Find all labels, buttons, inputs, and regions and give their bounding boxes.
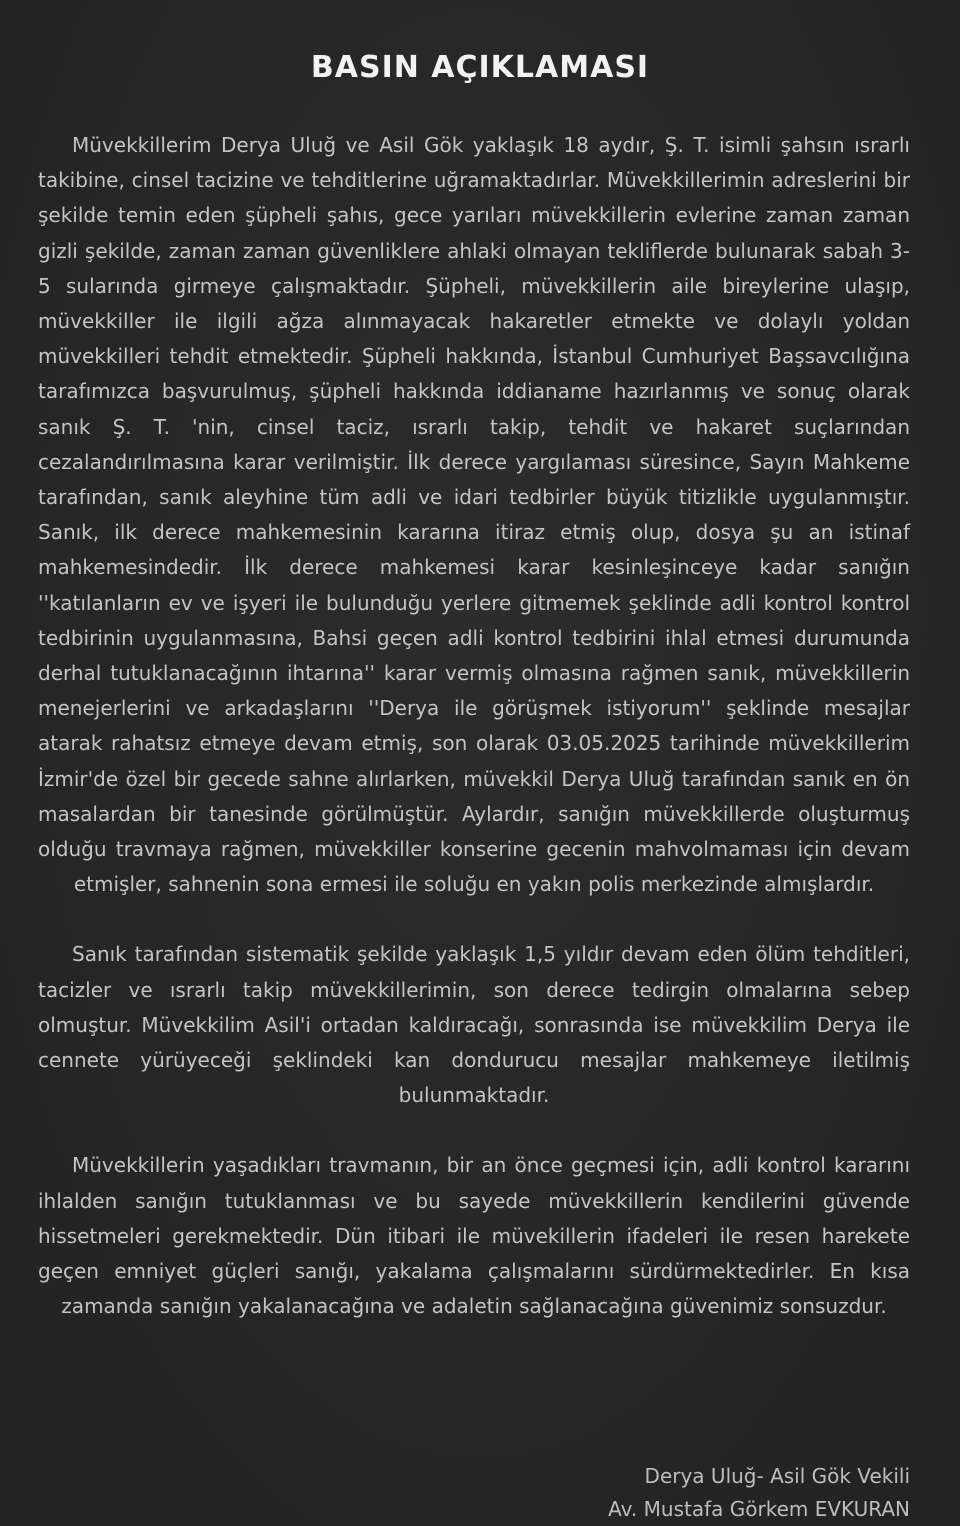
signature-block: [608, 1460, 910, 1526]
signature-line-1: Derya Uluğ- Asil Gök Vekili: [644, 1464, 910, 1488]
document-body: [38, 128, 910, 1325]
signature-line-2: Av. Mustafa Görkem EVKURAN: [608, 1497, 910, 1521]
paragraph-2: Sanık tarafından sistematik şekilde yaklaşık 1,5 yıldır devam eden ölüm tehditleri, tacizler ve ısrarlı takip müvekkillerimin, son derece tedirgin olmalarına sebep olmuştur. Müvekkilim Asil'i ortadan kaldıracağı, sonrasında ise müvekkilim Derya ile cennete yürüyeceği şeklindeki kan dondurucu mesajlar mahkemeye iletilmiş bulunmaktadır.: [38, 942, 910, 1108]
paragraph-3: Müvekkillerin yaşadıkları travmanın, bir an önce geçmesi için, adli kontrol kararını ihlalden sanığın tutuklanması ve bu sayede müvekkillerin kendilerini güvende hissetmeleri gerekmektedir. Dün itibari ile müvekillerin ifadeleri ile resen harekete geçen emniyet güçleri sanığı, yakalama çalışmalarını sürdürmektedirler. En kısa zamanda sanığın yakalanacağına ve adaletin sağlanacağına güvenimiz sonsuzdur.: [38, 1153, 910, 1319]
paragraph-1: Müvekkillerim Derya Uluğ ve Asil Gök yaklaşık 18 aydır, Ş. T. isimli şahsın ısrarlı takibine, cinsel tacizine ve tehditlerine uğramaktadırlar. Müvekkillerimin adreslerini bir şekilde temin eden şüpheli şahıs, gece yarıları müvekkillerin evlerine zaman zaman gizli şekilde, zaman zaman güvenliklere ahlaki olmayan tekliflerde bulunarak sabah 3-5 sularında girmeye çalışmaktadır. Şüpheli, müvekkillerin aile bireylerine ulaşıp, müvekkiller ile ilgili ağza alınmayacak hakaretler etmekte ve dolaylı yoldan müvekkilleri tehdit etmektedir. Şüpheli hakkında, İstanbul Cumhuriyet Başsavcılığına tarafımızca başvurulmuş, şüpheli hakkında iddianame hazırlanmış ve sonuç olarak sanık Ş. T. 'nin, cinsel taciz, ısrarlı takip, tehdit ve hakaret suçlarından cezalandırılmasına karar verilmiştir. İlk derece yargılaması süresince, Sayın Mahkeme tarafından, sanık aleyhine tüm adli ve idari tedbirler büyük titizlikle uygulanmıştır. Sanık, ilk derece mahkemesinin kararına itiraz etmiş olup, dosya şu an istinaf mahkemesindedir. İlk derece mahkemesi karar kesinleşinceye kadar sanığın ''katılanların ev ve işyeri ile bulunduğu yerlere gitmemek şeklinde adli kontrol kontrol tedbirinin uygulanmasına, Bahsi geçen adli kontrol tedbirini ihlal etmesi durumunda derhal tutuklanacağının ihtarına'' karar vermiş olmasına rağmen sanık, müvekkillerin menejerlerini ve arkadaşlarını ''Derya ile görüşmek istiyorum'' şeklinde mesajlar atarak rahatsız etmeye devam etmiş, son olarak 03.05.2025 tarihinde müvekkillerim İzmir'de özel bir gecede sahne alırlarken, müvekkil Derya Uluğ tarafından sanık en ön masalardan bir tanesinde görülmüştür. Aylardır, sanığın müvekkillerde oluşturmuş olduğu travmaya rağmen, müvekkiller konserine gecenin mahvolmaması için devam etmişler, sahnenin sona ermesi ile soluğu en yakın polis merkezinde almışlardır.: [38, 133, 910, 897]
document-title: BASIN AÇIKLAMASI: [310, 50, 650, 85]
